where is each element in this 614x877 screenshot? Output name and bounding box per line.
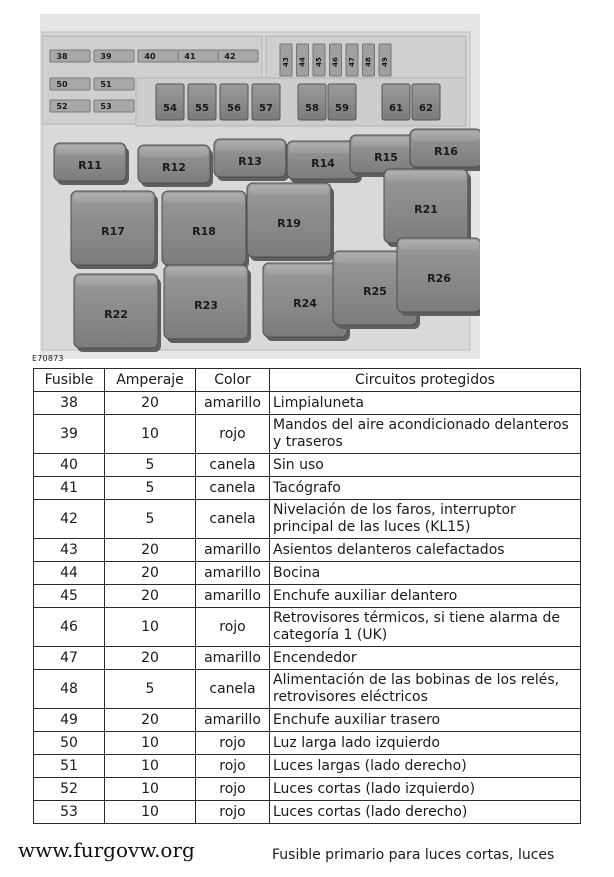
table-row: [34, 778, 581, 801]
watermark: www.furgovw.org: [18, 838, 195, 862]
cell-fuse: 41: [34, 477, 105, 500]
relay-top-R23: [166, 267, 246, 277]
table-row: [34, 709, 581, 732]
table-row: [34, 608, 581, 647]
header-color: Color: [196, 369, 270, 392]
cell-amps: 10: [105, 801, 196, 824]
cell-color: canela: [196, 454, 270, 477]
relay-top-R21: [386, 171, 466, 181]
cell-circuit: Encendedor: [270, 647, 581, 670]
relay-top-R13: [216, 141, 284, 151]
fuse-table: [33, 368, 581, 824]
fuse-label-50: 50: [56, 80, 68, 89]
cell-color: rojo: [196, 755, 270, 778]
table-row: [34, 755, 581, 778]
fuse-label-53: 53: [100, 102, 112, 111]
cell-circuit: Tacógrafo: [270, 477, 581, 500]
relay-label-R17: R17: [101, 225, 125, 238]
relay-label-R16: R16: [434, 145, 458, 158]
cell-fuse: 39: [34, 415, 105, 454]
relay-label-R19: R19: [277, 217, 301, 230]
cell-color: amarillo: [196, 562, 270, 585]
relay-label-R13: R13: [238, 155, 262, 168]
relay-top-R12: [140, 147, 208, 157]
cell-fuse: 44: [34, 562, 105, 585]
cell-amps: 20: [105, 392, 196, 415]
relay-label-R21: R21: [414, 203, 438, 216]
relay-label-R25: R25: [363, 285, 387, 298]
fuse-label-62: 62: [419, 103, 433, 114]
cell-fuse: 51: [34, 755, 105, 778]
cell-fuse: 40: [34, 454, 105, 477]
relay-label-R26: R26: [427, 272, 451, 285]
relay-label-R18: R18: [192, 225, 216, 238]
cell-color: amarillo: [196, 647, 270, 670]
table-header-row: [34, 369, 581, 392]
header-circuitos: Circuitos protegidos: [270, 369, 581, 392]
cell-amps: 10: [105, 415, 196, 454]
cell-circuit: Nivelación de los faros, interruptor principal de las luces (KL15): [270, 500, 581, 539]
relay-label-R11: R11: [78, 159, 102, 172]
relay-label-R24: R24: [293, 297, 317, 310]
relay-label-R22: R22: [104, 308, 128, 321]
cell-color: amarillo: [196, 539, 270, 562]
figure-id: E70873: [32, 354, 64, 363]
cell-fuse: 49: [34, 709, 105, 732]
cell-fuse: 45: [34, 585, 105, 608]
table-row: [34, 454, 581, 477]
relay-top-R14: [289, 143, 357, 153]
fuse-label-52: 52: [56, 102, 68, 111]
fuse-label-61: 61: [389, 103, 403, 114]
cell-fuse: 48: [34, 670, 105, 709]
fuse-box-diagram: [40, 14, 480, 359]
table-row: [34, 477, 581, 500]
cell-color: canela: [196, 477, 270, 500]
fuse-54: [156, 84, 184, 120]
cell-circuit: Enchufe auxiliar trasero: [270, 709, 581, 732]
cell-circuit: Luces cortas (lado izquierdo): [270, 778, 581, 801]
relay-label-R23: R23: [194, 299, 218, 312]
table-row: [34, 585, 581, 608]
cell-color: rojo: [196, 778, 270, 801]
cell-fuse: 47: [34, 647, 105, 670]
fuse-58: [298, 84, 326, 120]
fuse-label-46: 46: [331, 57, 340, 67]
relay-label-R12: R12: [162, 161, 186, 174]
cell-amps: 20: [105, 647, 196, 670]
cell-amps: 5: [105, 454, 196, 477]
fuse-label-58: 58: [305, 103, 319, 114]
cutoff-row-text: Fusible primario para luces cortas, luces: [272, 847, 555, 863]
fuse-label-45: 45: [315, 57, 323, 67]
fuse-label-39: 39: [100, 52, 112, 61]
cell-circuit: Sin uso: [270, 454, 581, 477]
fuse-label-43: 43: [282, 57, 290, 67]
cell-circuit: Asientos delanteros calefactados: [270, 539, 581, 562]
cell-color: amarillo: [196, 392, 270, 415]
fuse-label-56: 56: [227, 103, 241, 114]
cell-amps: 10: [105, 608, 196, 647]
cell-circuit: Mandos del aire acondicionado delanteros y traseros: [270, 415, 581, 454]
table-row: [34, 500, 581, 539]
cell-circuit: Enchufe auxiliar delantero: [270, 585, 581, 608]
header-amperaje: Amperaje: [105, 369, 196, 392]
cell-fuse: 53: [34, 801, 105, 824]
cell-color: rojo: [196, 608, 270, 647]
cell-color: rojo: [196, 801, 270, 824]
cell-amps: 20: [105, 539, 196, 562]
cell-fuse: 43: [34, 539, 105, 562]
table-row: [34, 539, 581, 562]
cell-color: canela: [196, 500, 270, 539]
table-row: [34, 801, 581, 824]
relay-label-R14: R14: [311, 157, 335, 170]
cell-circuit: Luz larga lado izquierdo: [270, 732, 581, 755]
fuse-label-41: 41: [184, 52, 196, 61]
cell-amps: 10: [105, 778, 196, 801]
fuse-label-51: 51: [100, 80, 112, 89]
table-row: [34, 647, 581, 670]
relay-group: [54, 129, 480, 352]
cell-amps: 20: [105, 709, 196, 732]
cell-circuit: Luces largas (lado derecho): [270, 755, 581, 778]
fuse-56: [220, 84, 248, 120]
relay-top-R17: [73, 193, 153, 203]
cell-circuit: Retrovisores térmicos, si tiene alarma de categoría 1 (UK): [270, 608, 581, 647]
vertical-fuse-row: [280, 44, 391, 76]
cell-amps: 10: [105, 732, 196, 755]
cell-fuse: 50: [34, 732, 105, 755]
cell-fuse: 52: [34, 778, 105, 801]
cell-color: amarillo: [196, 709, 270, 732]
cell-color: rojo: [196, 732, 270, 755]
fuse-label-54: 54: [163, 103, 177, 114]
cell-amps: 20: [105, 585, 196, 608]
fuse-label-38: 38: [56, 52, 68, 61]
cell-amps: 5: [105, 500, 196, 539]
relay-top-R16: [412, 131, 480, 141]
fuse-label-49: 49: [381, 57, 389, 67]
cell-circuit: Alimentación de las bobinas de los relés, retrovisores eléctricos: [270, 670, 581, 709]
table-row: [34, 415, 581, 454]
fuse-label-48: 48: [364, 57, 373, 67]
cell-color: canela: [196, 670, 270, 709]
fuse-57: [252, 84, 280, 120]
cell-fuse: 42: [34, 500, 105, 539]
cell-circuit: Luces cortas (lado derecho): [270, 801, 581, 824]
fuse-55: [188, 84, 216, 120]
cell-amps: 5: [105, 670, 196, 709]
cell-fuse: 46: [34, 608, 105, 647]
cell-amps: 10: [105, 755, 196, 778]
table-row: [34, 670, 581, 709]
cell-color: rojo: [196, 415, 270, 454]
fuse-label-55: 55: [195, 103, 209, 114]
table-row: [34, 562, 581, 585]
cell-color: amarillo: [196, 585, 270, 608]
cell-amps: 5: [105, 477, 196, 500]
cell-circuit: Limpialuneta: [270, 392, 581, 415]
header-fusible: Fusible: [34, 369, 105, 392]
mid-fuse-row: [156, 84, 440, 120]
relay-top-R26: [399, 240, 479, 250]
relay-top-R11: [56, 145, 124, 155]
cell-circuit: Bocina: [270, 562, 581, 585]
relay-top-R18: [164, 193, 244, 203]
fuse-label-44: 44: [298, 57, 307, 67]
cell-fuse: 38: [34, 392, 105, 415]
cell-amps: 20: [105, 562, 196, 585]
fuse-61: [382, 84, 410, 120]
relay-top-R19: [249, 185, 329, 195]
fuse-62: [412, 84, 440, 120]
fuse-59: [328, 84, 356, 120]
fuse-label-40: 40: [144, 52, 156, 61]
table-row: [34, 392, 581, 415]
relay-top-R22: [76, 276, 156, 286]
fuse-label-59: 59: [335, 103, 349, 114]
fuse-label-42: 42: [224, 52, 236, 61]
relay-label-R15: R15: [374, 151, 398, 164]
fuse-label-57: 57: [259, 103, 273, 114]
table-row: [34, 732, 581, 755]
fuse-label-47: 47: [348, 57, 356, 67]
